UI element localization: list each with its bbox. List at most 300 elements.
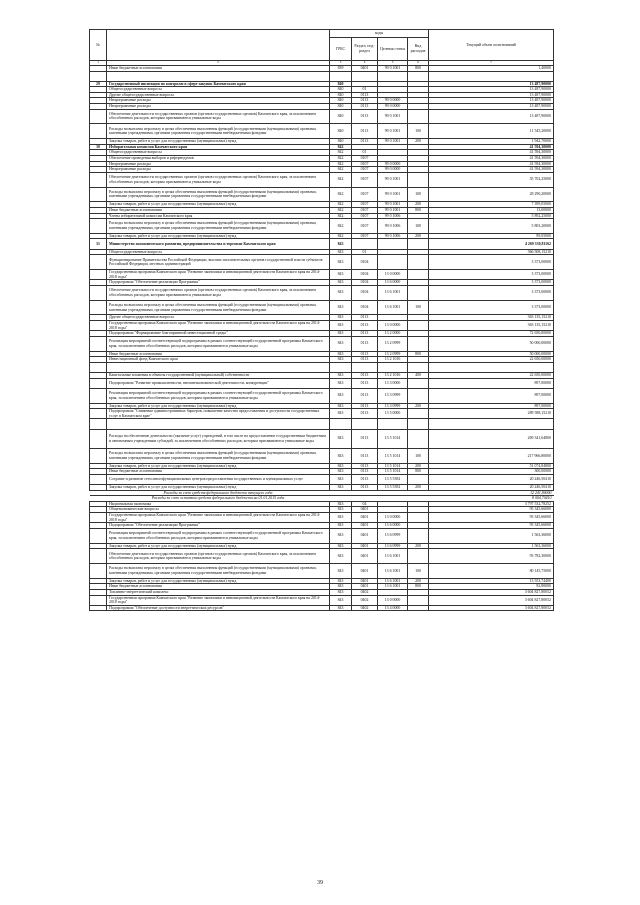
expense-kind-cell: [408, 362, 429, 372]
amount-cell: 300,00000: [429, 469, 554, 475]
section-cell: 0401: [352, 528, 378, 543]
section-cell: 0113: [352, 139, 378, 145]
amount-cell: 95 345,66000: [429, 507, 554, 513]
section-cell: 0107: [352, 219, 378, 234]
target-article-cell: 13 6 1001: [378, 578, 408, 584]
spacer-cell: [352, 71, 378, 81]
row-name-cell: Закупка товаров, работ и услуг для государственных (муниципальных) нужд: [107, 403, 330, 409]
grbs-cell: 840: [330, 87, 352, 93]
grbs-cell: 843: [330, 595, 352, 605]
expense-kind-cell: 200: [408, 139, 429, 145]
header-name: [107, 30, 330, 61]
amount-cell: 22 650,00000: [429, 357, 554, 363]
row-number-cell: [90, 605, 107, 611]
grbs-cell: 843: [330, 578, 352, 584]
section-cell: 0113: [352, 429, 378, 448]
grbs-cell: 842: [330, 202, 352, 208]
grbs-cell: 839: [330, 66, 352, 72]
grbs-cell: 840: [330, 109, 352, 124]
section-cell: [352, 362, 378, 372]
section-cell: 0113: [352, 378, 378, 388]
amount-cell: 289 588,15210: [429, 409, 554, 419]
amount-cell: 217 966,80000: [429, 448, 554, 463]
row-name-cell: Другие общегосударственные вопросы: [107, 92, 330, 98]
row-number-cell: [90, 219, 107, 234]
grbs-cell: 840: [330, 81, 352, 87]
amount-cell: 3 604 827,80052: [429, 590, 554, 596]
grbs-cell: 843: [330, 388, 352, 403]
section-cell: 0401: [352, 549, 378, 564]
row-name-cell: Расходы на выплаты персоналу в целях обеспечения выполнения функций (государственными (муниципальными) органами, казенными учреждениями, органами управления государственными внебюджетными фондами: [107, 564, 330, 579]
section-cell: 01: [352, 150, 378, 156]
amount-cell: 3 604 827,80052: [429, 595, 554, 605]
section-cell: 0107: [352, 233, 378, 239]
header-amount: Текущий объем ассигнований: [429, 30, 554, 61]
row-name-cell: Иные бюджетные ассигнования: [107, 469, 330, 475]
target-article-cell: [378, 255, 408, 270]
row-name-cell: Общеэкономические вопросы: [107, 507, 330, 513]
grbs-cell: 840: [330, 103, 352, 109]
amount-cell: 5 803,20000: [429, 219, 554, 234]
budget-table: [89, 29, 554, 611]
row-number-cell: [90, 448, 107, 463]
section-cell: 0402: [352, 605, 378, 611]
section-cell: 0113: [352, 315, 378, 321]
target-article-cell: 99 0 0000: [378, 161, 408, 167]
amount-cell: 82,80000: [429, 584, 554, 590]
table-row: [90, 109, 554, 124]
table-row: [90, 419, 554, 429]
grbs-cell: 843: [330, 605, 352, 611]
target-article-cell: 13 6 0999: [378, 543, 408, 549]
row-name-cell: Обеспечение деятельности государственных органов (органов государственных органов) Камчатского края, за исключением обособленных расходов, которым присваиваются уникальные коды: [107, 172, 330, 187]
target-article-cell: 13 2 0000: [378, 331, 408, 337]
amount-cell: 22 650,00000: [429, 372, 554, 378]
table-row: [90, 321, 554, 331]
grbs-cell: 842: [330, 219, 352, 234]
target-article-cell: 99 0 1006: [378, 219, 408, 234]
row-name-cell: Расходы на выплаты персоналу в целях обеспечения выполнения функций (государственными (муниципальными) органами, казенными учреждениями, органами управления государственными внебюджетными фондами: [107, 219, 330, 234]
target-article-cell: 13 0 0000: [378, 595, 408, 605]
table-row: [90, 219, 554, 234]
expense-kind-cell: 200: [408, 543, 429, 549]
amount-cell: 28 290,20000: [429, 187, 554, 202]
section-cell: 0113: [352, 409, 378, 419]
expense-kind-cell: 100: [408, 448, 429, 463]
row-name-cell: Расходы на выплаты персоналу в целях обеспечения выполнения функций (государственными (муниципальными) органами, казенными учреждениями, органами управления государственными внебюджетными фондами: [107, 187, 330, 202]
row-number-cell: [90, 109, 107, 124]
row-number-cell: [90, 549, 107, 564]
target-article-cell: 13 0 0000: [378, 321, 408, 331]
amount-cell: 1,40000: [429, 66, 554, 72]
row-name-cell: Реализация мероприятий соответствующей подпрограммы в рамках соответствующей государственной программы Камчатского края, за исключением обособленных расходов, которым присваиваются уникальные коды: [107, 388, 330, 403]
amount-cell: 897,00000: [429, 388, 554, 403]
target-article-cell: 13 6 1001: [378, 564, 408, 579]
row-number-cell: [90, 321, 107, 331]
amount-cell: 13 487,90000: [429, 81, 554, 87]
row-number-cell: [90, 388, 107, 403]
target-article-cell: 99 0 0000: [378, 103, 408, 109]
expense-kind-cell: [408, 409, 429, 419]
column-index: 5: [378, 61, 408, 66]
amount-cell: 363 135,15210: [429, 315, 554, 321]
section-cell: 0402: [352, 595, 378, 605]
row-name-cell: Общегосударственные вопросы: [107, 87, 330, 93]
target-article-cell: 13 6 0000: [378, 280, 408, 286]
section-cell: 0107: [352, 155, 378, 161]
table-row: [90, 448, 554, 463]
row-name-cell: Закупка товаров, работ и услуг для государственных (муниципальных) нужд: [107, 139, 330, 145]
target-article-cell: 13 5 1014: [378, 429, 408, 448]
row-name-cell: Национальная экономика: [107, 501, 330, 507]
target-article-cell: 13 6 1001: [378, 584, 408, 590]
amount-cell: 51 074,84800: [429, 463, 554, 469]
row-name-cell: Реализация мероприятий соответствующей подпрограммы в рамках соответствующей государственной программы Камчатского края, за исключением обособленных расходов, которым присваиваются уникальные коды: [107, 336, 330, 351]
grbs-cell: 843: [330, 463, 352, 469]
grbs-cell: 843: [330, 485, 352, 491]
target-article-cell: 13 2 1016: [378, 357, 408, 363]
row-name-cell: Закупка товаров, работ и услуг для государственных (муниципальных) нужд: [107, 578, 330, 584]
row-name-cell: Государственный инспекция по контролю в сфере закупок Камчатского края: [107, 81, 330, 87]
grbs-cell: 842: [330, 213, 352, 219]
row-number-cell: [90, 124, 107, 139]
table-row: [90, 124, 554, 139]
row-number-cell: [90, 362, 107, 372]
amount-cell: 366 508,15210: [429, 249, 554, 255]
row-number-cell: [90, 300, 107, 315]
target-article-cell: 99 0 1006: [378, 213, 408, 219]
target-article-cell: 99 0 0000: [378, 98, 408, 104]
row-name-cell: Закупка товаров, работ и услуг для государственных (муниципальных) нужд: [107, 543, 330, 549]
section-cell: 0104: [352, 285, 378, 300]
expense-kind-cell: 200: [408, 202, 429, 208]
section-cell: 0107: [352, 213, 378, 219]
section-cell: 0113: [352, 321, 378, 331]
expense-kind-cell: 800: [408, 584, 429, 590]
column-index: 4: [352, 61, 378, 66]
expense-kind-cell: 200: [408, 485, 429, 491]
grbs-cell: 842: [330, 187, 352, 202]
grbs-cell: 843: [330, 584, 352, 590]
grbs-cell: 843: [330, 409, 352, 419]
row-name-cell: Обеспечение деятельности государственных органов (органов государственных органов) Камчатского края, за исключением обособленных расходов, которым присваиваются уникальные коды: [107, 285, 330, 300]
grbs-cell: 843: [330, 315, 352, 321]
amount-cell: 13 487,90000: [429, 98, 554, 104]
expense-kind-cell: [408, 321, 429, 331]
row-number-cell: [90, 595, 107, 605]
section-cell: 0113: [352, 372, 378, 378]
grbs-cell: 842: [330, 155, 352, 161]
target-article-cell: 99 0 1001: [378, 207, 408, 213]
row-number-cell: [90, 409, 107, 419]
expense-kind-cell: 800: [408, 207, 429, 213]
section-cell: 0113: [352, 124, 378, 139]
table-row: [90, 474, 554, 484]
target-article-cell: 99 0 1001: [378, 172, 408, 187]
section-cell: 0104: [352, 270, 378, 280]
target-article-cell: 13 2 0999: [378, 351, 408, 357]
row-name-cell: Государственная программа Камчатского края "Развитие экономики и инновационной деятельности Камчатского края на 2014-2018 годы": [107, 595, 330, 605]
section-cell: 0401: [352, 513, 378, 523]
table-row: [90, 255, 554, 270]
grbs-cell: 843: [330, 448, 352, 463]
amount-cell: 8 004,70410: [429, 496, 554, 502]
grbs-cell: 842: [330, 172, 352, 187]
column-index: 3: [330, 61, 352, 66]
grbs-cell: [330, 419, 352, 429]
amount-cell: 1 563,36000: [429, 528, 554, 543]
expense-kind-cell: [408, 239, 429, 249]
grbs-cell: 842: [330, 207, 352, 213]
table-row: [90, 362, 554, 372]
amount-cell: 41 594,30000: [429, 167, 554, 173]
row-name-cell: Расходы за счет средств федерального бюджета текущего года: [107, 490, 330, 496]
grbs-cell: 840: [330, 139, 352, 145]
row-number-cell: 30: [90, 144, 107, 150]
amount-cell: 7 399,05000: [429, 202, 554, 208]
expense-kind-cell: [408, 549, 429, 564]
row-name-cell: Непрограммные расходы: [107, 98, 330, 104]
section-cell: 0113: [352, 109, 378, 124]
grbs-cell: 843: [330, 331, 352, 337]
amount-cell: 95 345,66000: [429, 523, 554, 529]
amount-cell: [429, 419, 554, 429]
expense-kind-cell: [408, 528, 429, 543]
section-cell: 0113: [352, 474, 378, 484]
amount-cell: 80 145,75000: [429, 564, 554, 579]
target-article-cell: 13 6 1001: [378, 549, 408, 564]
expense-kind-cell: [408, 474, 429, 484]
column-index: 7: [429, 61, 554, 66]
grbs-cell: 843: [330, 590, 352, 596]
row-number-cell: [90, 187, 107, 202]
section-cell: 01: [352, 249, 378, 255]
row-name-cell: Избирательная комиссия Камчатского края: [107, 144, 330, 150]
target-article-cell: 13 3 0000: [378, 378, 408, 388]
amount-cell: 3 373,00000: [429, 280, 554, 286]
grbs-cell: 843: [330, 469, 352, 475]
table-row: [90, 564, 554, 579]
grbs-cell: 843: [330, 474, 352, 484]
amount-cell: 95 345,66000: [429, 513, 554, 523]
spacer-cell: [330, 71, 352, 81]
table-row: [90, 409, 554, 419]
table-row: [90, 285, 554, 300]
row-name-cell: Иные бюджетные ассигнования: [107, 351, 330, 357]
target-article-cell: 13 6 0000: [378, 523, 408, 529]
target-article-cell: 99 0 1001: [378, 202, 408, 208]
expense-kind-cell: 100: [408, 187, 429, 202]
row-name-cell: Функционирование Правительства Российской Федерации, высших исполнительных органов государственной власти субъектов Российской Федерации, местных администраций: [107, 255, 330, 270]
amount-cell: 12 241,80000: [429, 490, 554, 496]
row-name-cell: Иные бюджетные ассигнования: [107, 207, 330, 213]
table-row: [90, 270, 554, 280]
target-article-cell: 99 0 1001: [378, 187, 408, 202]
expense-kind-cell: 800: [408, 66, 429, 72]
page-number: 39: [317, 880, 323, 886]
section-cell: 0113: [352, 463, 378, 469]
amount-cell: 41 594,30000: [429, 161, 554, 167]
amount-cell: 35 702,25000: [429, 172, 554, 187]
budget-table-body: [90, 66, 554, 611]
table-row: [90, 513, 554, 523]
target-article-cell: 99 0 1006: [378, 233, 408, 239]
row-name-cell: Подпрограмма "Формирование благоприятной инвестиционной среды": [107, 331, 330, 337]
grbs-cell: 843: [330, 501, 352, 507]
expense-kind-cell: [408, 172, 429, 187]
row-name-cell: Обеспечение деятельности государственных органов (органов государственных органов) Камчатского края, за исключением обособленных расходов, которым присваиваются уникальные коды: [107, 109, 330, 124]
section-cell: 0107: [352, 202, 378, 208]
header-grbs: ГРБС: [330, 38, 352, 61]
expense-kind-cell: 800: [408, 469, 429, 475]
amount-cell: 89,05000: [429, 233, 554, 239]
amount-cell: 269 341,64800: [429, 429, 554, 448]
row-name-cell: Непрограммные расходы: [107, 167, 330, 173]
section-cell: 0113: [352, 403, 378, 409]
amount-cell: 3 604 827,80052: [429, 605, 554, 611]
section-cell: 0401: [352, 66, 378, 72]
section-cell: 0107: [352, 172, 378, 187]
section-cell: 0401: [352, 523, 378, 529]
grbs-cell: 843: [330, 543, 352, 549]
amount-cell: 4 269 330,81162: [429, 239, 554, 249]
grbs-cell: 843: [330, 357, 352, 363]
row-number-cell: [90, 285, 107, 300]
amount-cell: 13 487,90000: [429, 92, 554, 98]
section-cell: 0113: [352, 485, 378, 491]
target-article-cell: 13 0 0000: [378, 270, 408, 280]
grbs-cell: 843: [330, 285, 352, 300]
row-number-cell: [90, 429, 107, 448]
table-spacer-row: [90, 71, 554, 81]
section-cell: 01: [352, 87, 378, 93]
grbs-cell: 842: [330, 150, 352, 156]
expense-kind-cell: [408, 419, 429, 429]
amount-cell: 363 135,15210: [429, 321, 554, 331]
expense-kind-cell: [408, 429, 429, 448]
grbs-cell: 843: [330, 528, 352, 543]
grbs-cell: 843: [330, 270, 352, 280]
target-article-cell: 13 5 1014: [378, 448, 408, 463]
expense-kind-cell: [408, 285, 429, 300]
row-name-cell: Расходы на выплаты персоналу в целях обеспечения выполнения функций (государственными (муниципальными) органами, казенными учреждениями, органами управления государственными внебюджетными фондами: [107, 300, 330, 315]
amount-cell: 13 487,90000: [429, 87, 554, 93]
amount-cell: 72 650,00000: [429, 331, 554, 337]
row-name-cell: Непрограммные расходы: [107, 161, 330, 167]
row-name-cell: Обеспечение деятельности государственных органов (органов государственных органов) Камчатского края, за исключением обособленных расходов, которым присваиваются уникальные коды: [107, 549, 330, 564]
target-article-cell: 99 0 1001: [378, 109, 408, 124]
row-name-cell: Закупка товаров, работ и услуг для государственных (муниципальных) нужд: [107, 463, 330, 469]
row-name-cell: Другие общегосударственные вопросы: [107, 315, 330, 321]
grbs-cell: 843: [330, 513, 352, 523]
expense-kind-cell: 100: [408, 219, 429, 234]
target-article-cell: 13 5 1014: [378, 463, 408, 469]
section-cell: 0107: [352, 187, 378, 202]
row-number-cell: [90, 336, 107, 351]
row-name-cell: Общегосударственные вопросы: [107, 150, 330, 156]
table-row: [90, 378, 554, 388]
expense-kind-cell: [408, 336, 429, 351]
section-cell: 0113: [352, 351, 378, 357]
spacer-cell: [90, 71, 107, 81]
row-number-cell: [90, 419, 107, 429]
spacer-cell: [429, 71, 554, 81]
target-article-cell: 99 0 1001: [378, 66, 408, 72]
amount-cell: 1 942,70000: [429, 139, 554, 145]
target-article-cell: 13 5 5392: [378, 474, 408, 484]
grbs-cell: 843: [330, 351, 352, 357]
row-name-cell: Капитальные вложения в объекты государственной (муниципальной) собственности: [107, 372, 330, 378]
section-cell: 0401: [352, 543, 378, 549]
row-name-cell: Члены избирательной комиссии Камчатского края: [107, 213, 330, 219]
amount-cell: 897,00000: [429, 403, 554, 409]
section-cell: 0113: [352, 336, 378, 351]
grbs-cell: 843: [330, 507, 352, 513]
section-cell: 0113: [352, 331, 378, 337]
target-article-cell: [378, 362, 408, 372]
row-name-cell: Подпрограмма "Обеспечение реализации Программы": [107, 280, 330, 286]
table-row: [90, 172, 554, 187]
header-codes: коды: [330, 30, 429, 38]
amount-cell: 41 594,30000: [429, 144, 554, 150]
grbs-cell: 843: [330, 378, 352, 388]
section-cell: 0107: [352, 207, 378, 213]
row-name-cell: Непрограммные расходы: [107, 103, 330, 109]
row-name-cell: Расходы на обеспечение деятельности (оказание услуг) учреждений, в том числе на предоставление государственным бюджетным и автономным учреждениям субсидий, за исключением обособленных расходов, которым присваиваются уникальные коды: [107, 429, 330, 448]
target-article-cell: 13 5 0000: [378, 409, 408, 419]
grbs-cell: 843: [330, 549, 352, 564]
row-name-cell: Обеспечение проведения выборов и референдумов: [107, 155, 330, 161]
section-cell: 0113: [352, 98, 378, 104]
column-index: 2: [107, 61, 330, 66]
amount-cell: 93 782,30000: [429, 549, 554, 564]
table-row: [90, 239, 554, 249]
row-name-cell: Общегосударственные вопросы: [107, 249, 330, 255]
target-article-cell: 13 2 0999: [378, 336, 408, 351]
row-name-cell: Подпрограмма "Развитие промышленности, внешнеэкономической деятельности, конкуренции": [107, 378, 330, 388]
row-name-cell: Расходы на выплаты персоналу в целях обеспечения выполнения функций (государственными (муниципальными) органами, казенными учреждениями, органами управления государственными внебюджетными фондами: [107, 448, 330, 463]
amount-cell: 13,00000: [429, 207, 554, 213]
header-target: Целевая статья: [378, 38, 408, 61]
target-article-cell: 99 0 1001: [378, 124, 408, 139]
expense-kind-cell: 100: [408, 564, 429, 579]
amount-cell: 3 373,00000: [429, 255, 554, 270]
row-name-cell: Подпрограмма "Обеспечение реализации Программы": [107, 523, 330, 529]
row-name-cell: Закупка товаров, работ и услуг для государственных (муниципальных) нужд: [107, 202, 330, 208]
amount-cell: 13 553,74400: [429, 578, 554, 584]
grbs-cell: 840: [330, 92, 352, 98]
row-name-cell: Инвестиционный фонд Камчатского края: [107, 357, 330, 363]
column-index: 1: [90, 61, 107, 66]
row-number-cell: [90, 564, 107, 579]
amount-cell: [429, 362, 554, 372]
target-article-cell: 13 0 0000: [378, 513, 408, 523]
row-name-cell: Государственная программа Камчатского края "Развитие экономики и инновационной деятельности Камчатского края на 2014-2018 годы": [107, 270, 330, 280]
amount-cell: 41 594,30000: [429, 155, 554, 161]
section-cell: 0104: [352, 255, 378, 270]
grbs-cell: 843: [330, 336, 352, 351]
section-cell: 04: [352, 501, 378, 507]
target-article-cell: [378, 239, 408, 249]
row-number-cell: 31: [90, 239, 107, 249]
expense-kind-cell: 200: [408, 403, 429, 409]
amount-cell: 50 000,00000: [429, 351, 554, 357]
table-row: [90, 528, 554, 543]
row-number-cell: [90, 528, 107, 543]
row-name-cell: [107, 362, 330, 372]
amount-cell: 3 373,00000: [429, 270, 554, 280]
target-article-cell: 99 0 0000: [378, 167, 408, 173]
